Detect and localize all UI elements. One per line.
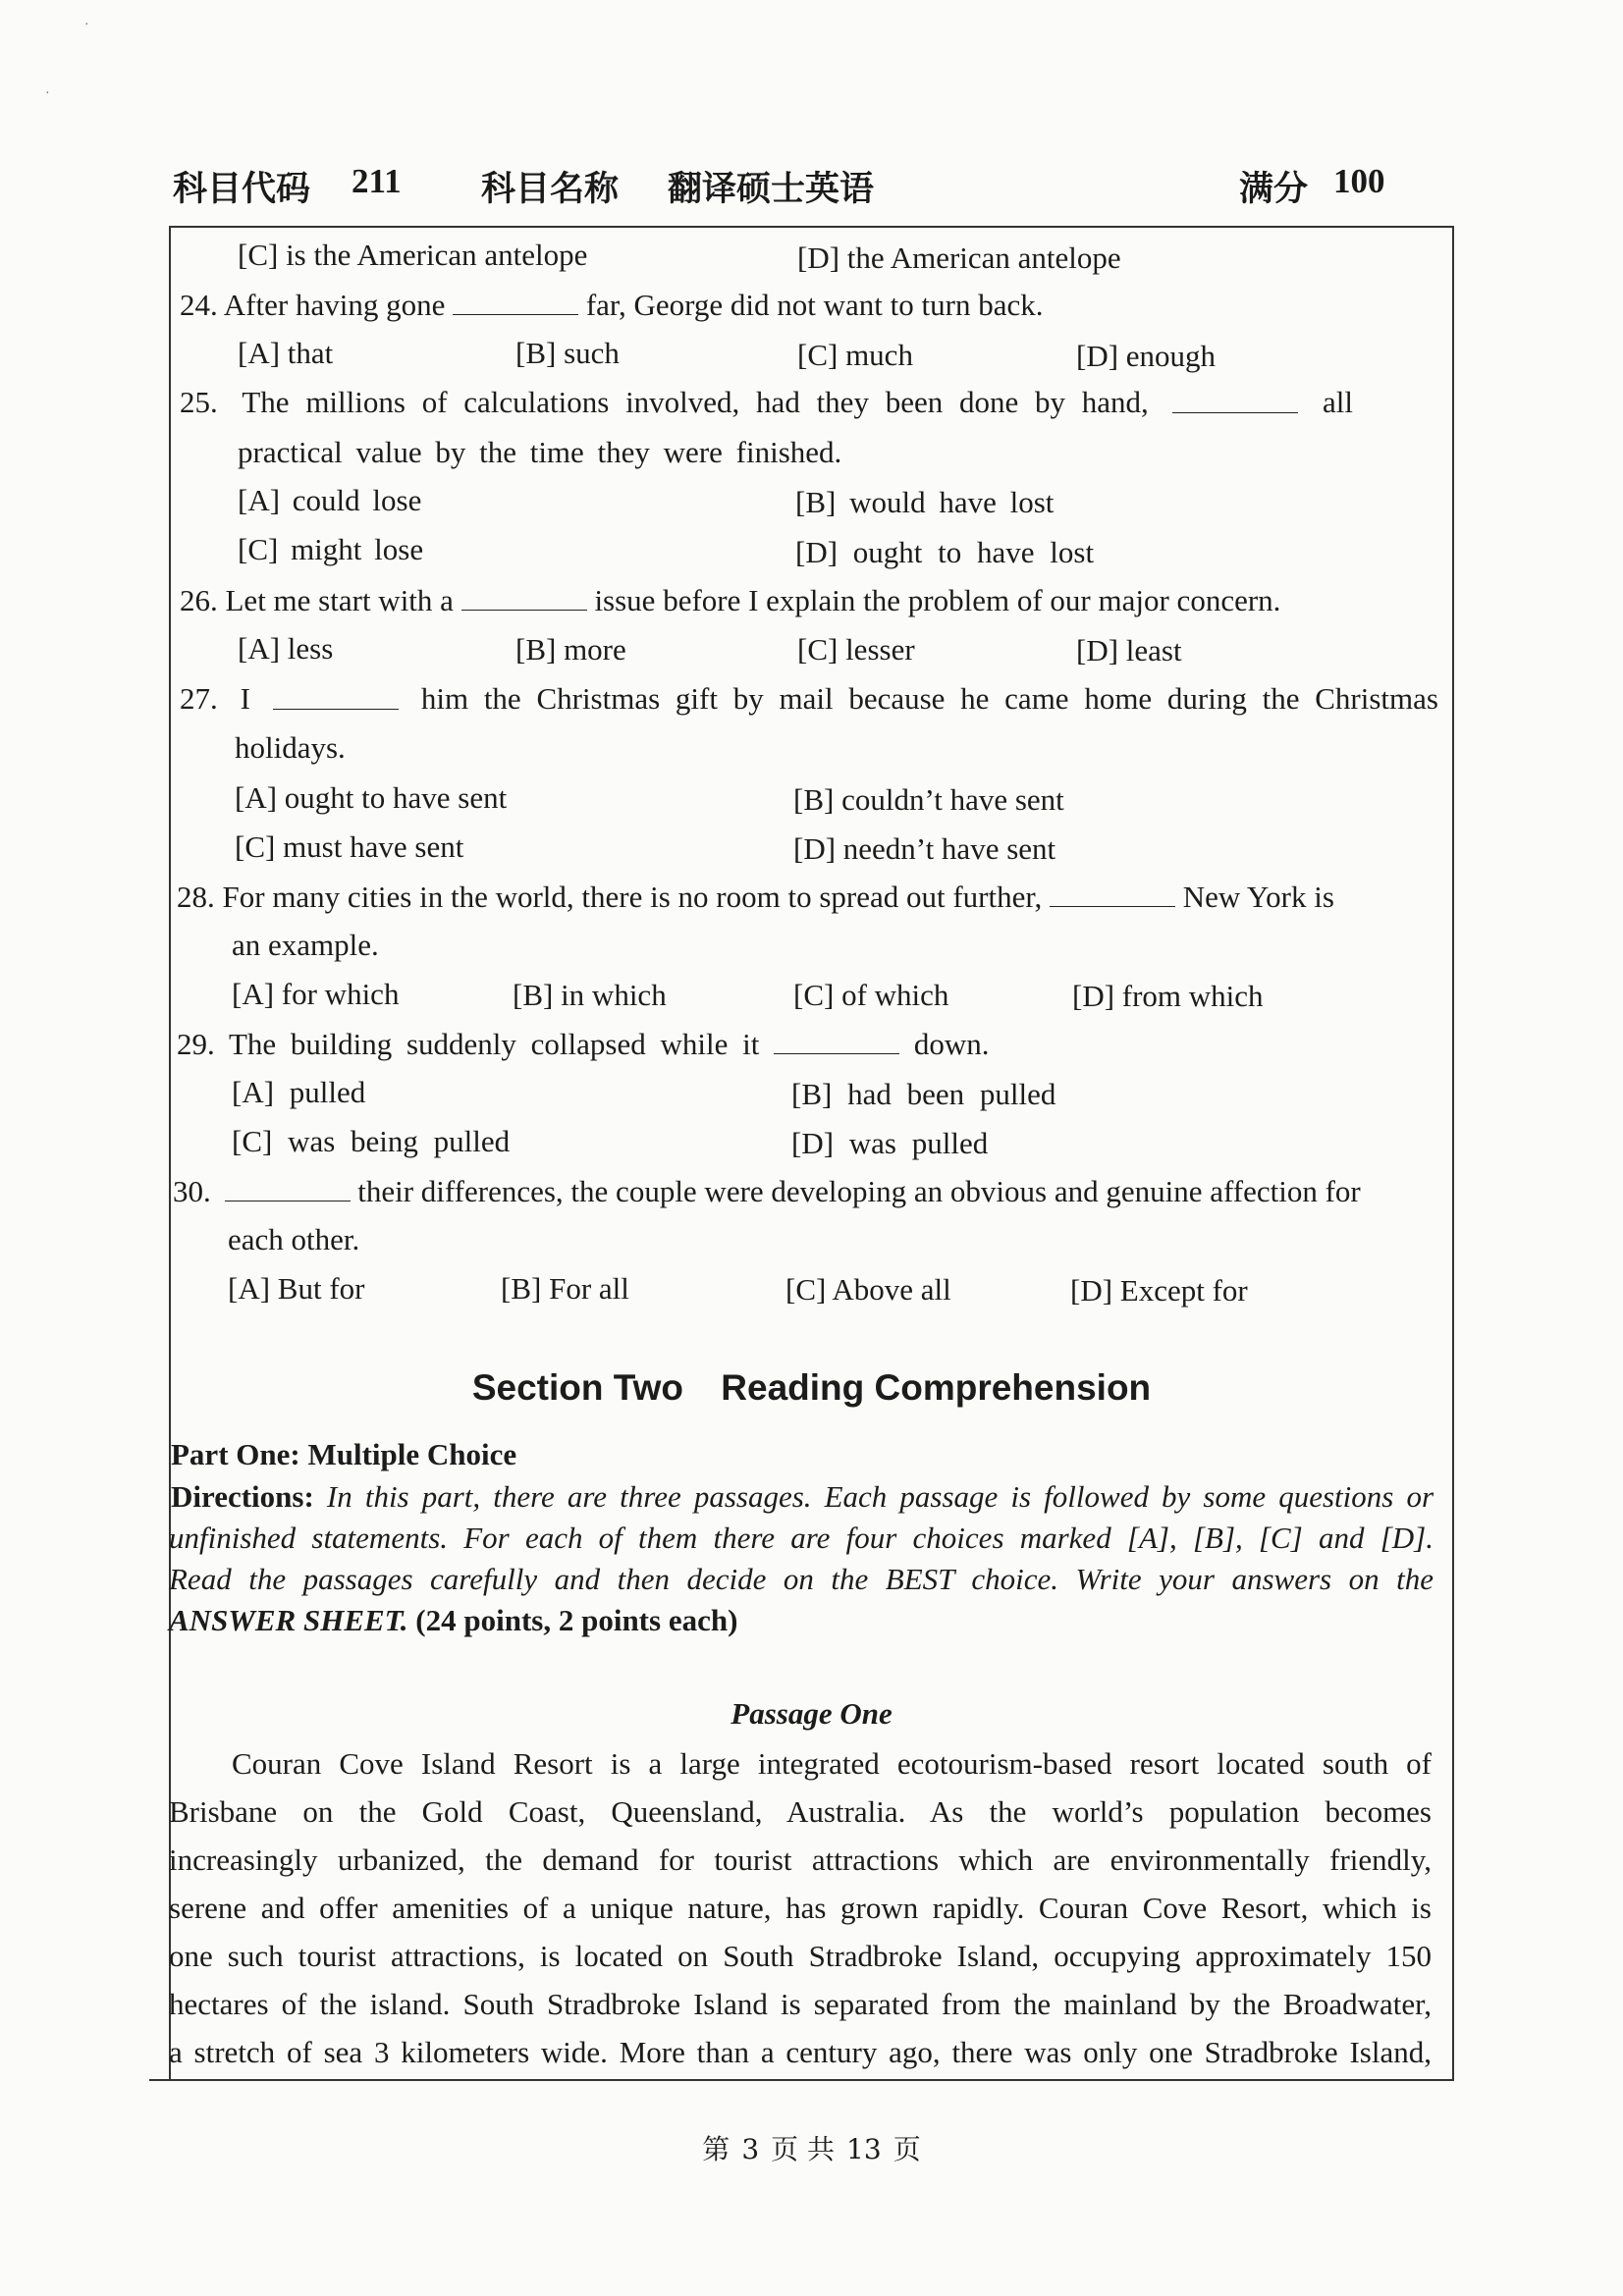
q30-option-c: [C] Above all [785, 1272, 951, 1307]
q29-option-d: [D] was pulled [791, 1126, 989, 1160]
q24-option-b: [B] such [515, 336, 620, 370]
q28-stem: 28. For many cities in the world, there is no room to spread out further, New York is [177, 877, 1334, 917]
page-footer: 第 3 页 共 13 页 [702, 2133, 921, 2165]
question-number: 27. [180, 681, 218, 716]
q30-option-d: [D] Except for [1070, 1273, 1248, 1308]
q26-option-c: [C] lesser [797, 632, 915, 667]
subject-name: 翻译硕士英语 [668, 169, 875, 209]
exam-header [0, 162, 1623, 221]
q28-option-d: [D] from which [1072, 979, 1264, 1013]
answer-blank [1050, 877, 1175, 907]
q27-option-c: [C] must have sent [235, 829, 464, 864]
part-title: Part One: Multiple Choice [171, 1437, 517, 1471]
passage-line-4: serene and offer amenities of a unique nature, has grown rapidly. Couran Cove Resort, which is [169, 1891, 1432, 1925]
q23-option-c: [C] is the American antelope [238, 238, 588, 272]
q29-option-b: [B] had been pulled [791, 1077, 1056, 1111]
q27-option-d: [D] needn’t have sent [793, 831, 1056, 866]
passage-line-1: Couran Cove Island Resort is a large integrated ecotourism-based resort located south of [232, 1746, 1432, 1781]
subject-name-label: 科目名称 [481, 169, 620, 209]
passage-line-5: one such tourist attractions, is located on South Stradbroke Island, occupying approximately 150 [169, 1939, 1432, 1973]
answer-blank [225, 1171, 351, 1201]
passage-title: Passage One [730, 1696, 893, 1731]
answer-blank [1172, 383, 1298, 413]
question-number: 24. [180, 288, 218, 322]
q28-line2: an example. [232, 928, 379, 962]
q24-option-a: [A] that [238, 336, 334, 370]
q25-stem: 25. The millions of calculations involved, had they been done by hand, all [180, 383, 1353, 422]
passage-line-2: Brisbane on the Gold Coast, Queensland, Australia. As the world’s population becomes [169, 1794, 1432, 1829]
q24-option-c: [C] much [797, 338, 913, 372]
scan-speck: · [45, 86, 50, 101]
q27-option-a: [A] ought to have sent [235, 780, 508, 815]
page-frame-bottom [149, 2079, 1453, 2081]
question-number: 30. [173, 1174, 211, 1208]
q26-option-a: [A] less [238, 631, 334, 666]
question-number: 25. [180, 385, 218, 419]
q24-option-d: [D] enough [1076, 339, 1217, 373]
q30-stem: 30. their differences, the couple were developing an obvious and genuine affection for [173, 1171, 1361, 1211]
passage-line-6: hectares of the island. South Stradbroke Island is separated from the mainland by the Broadwater, [169, 1987, 1432, 2021]
q28-option-b: [B] in which [513, 978, 667, 1012]
q25-option-c: [C] might lose [238, 532, 424, 566]
directions-line-2: unfinished statements. For each of them there are four choices marked [A], [B], [C] and [D]. [169, 1521, 1434, 1555]
q29-option-a: [A] pulled [232, 1075, 366, 1109]
answer-blank [453, 285, 578, 315]
q26-option-b: [B] more [515, 632, 626, 667]
q30-option-a: [A] But for [228, 1271, 365, 1306]
scan-speck: · [84, 18, 89, 32]
q30-option-b: [B] For all [501, 1271, 629, 1306]
q25-line2: practical value by the time they were finished. [238, 435, 842, 469]
section-title: Section Two Reading Comprehension [471, 1367, 1152, 1408]
answer-blank [273, 679, 399, 710]
q27-option-b: [B] couldn’t have sent [793, 782, 1064, 817]
full-score-label: 满分 [1239, 169, 1309, 209]
passage-line-7: a stretch of sea 3 kilometers wide. More than a century ago, there was only one Stradbroke Island, [169, 2035, 1432, 2069]
answer-blank [774, 1024, 899, 1054]
q24-stem: 24. After having gone far, George did not want to turn back. [180, 285, 1043, 325]
q28-option-a: [A] for which [232, 977, 400, 1011]
q27-line2: holidays. [235, 730, 346, 765]
directions-line-4: ANSWER SHEET. (24 points, 2 points each) [169, 1603, 738, 1637]
full-score: 100 [1333, 162, 1385, 200]
q25-option-b: [B] would have lost [795, 485, 1055, 519]
directions-line-3: Read the passages carefully and then decide on the BEST choice. Write your answers on the [169, 1562, 1434, 1596]
subject-code-label: 科目代码 [173, 169, 311, 209]
answer-blank [461, 580, 587, 611]
q23-option-d: [D] the American antelope [797, 240, 1121, 275]
question-number: 26. [180, 583, 218, 617]
question-number: 28. [177, 880, 215, 914]
q30-line2: each other. [228, 1222, 360, 1256]
q26-option-d: [D] least [1076, 633, 1182, 667]
page-total: 13 [846, 2133, 882, 2165]
passage-line-3: increasingly urbanized, the demand for tourist attractions which are environmentally friendly, [169, 1842, 1432, 1877]
q26-stem: 26. Let me start with a issue before I explain the problem of our major concern. [180, 580, 1280, 620]
q29-option-c: [C] was being pulled [232, 1124, 511, 1158]
q25-option-d: [D] ought to have lost [795, 535, 1095, 569]
directions-line-1: Directions: In this part, there are three passages. Each passage is followed by some questions or [171, 1479, 1434, 1514]
q27-stem: 27. I him the Christmas gift by mail because he came home during the Christmas [180, 679, 1438, 719]
page-number: 3 [741, 2133, 760, 2165]
subject-code: 211 [352, 162, 402, 200]
question-number: 29. [177, 1027, 215, 1061]
q28-option-c: [C] of which [793, 978, 949, 1012]
q29-stem: 29. The building suddenly collapsed while it down. [177, 1024, 989, 1064]
q25-option-a: [A] could lose [238, 483, 422, 517]
